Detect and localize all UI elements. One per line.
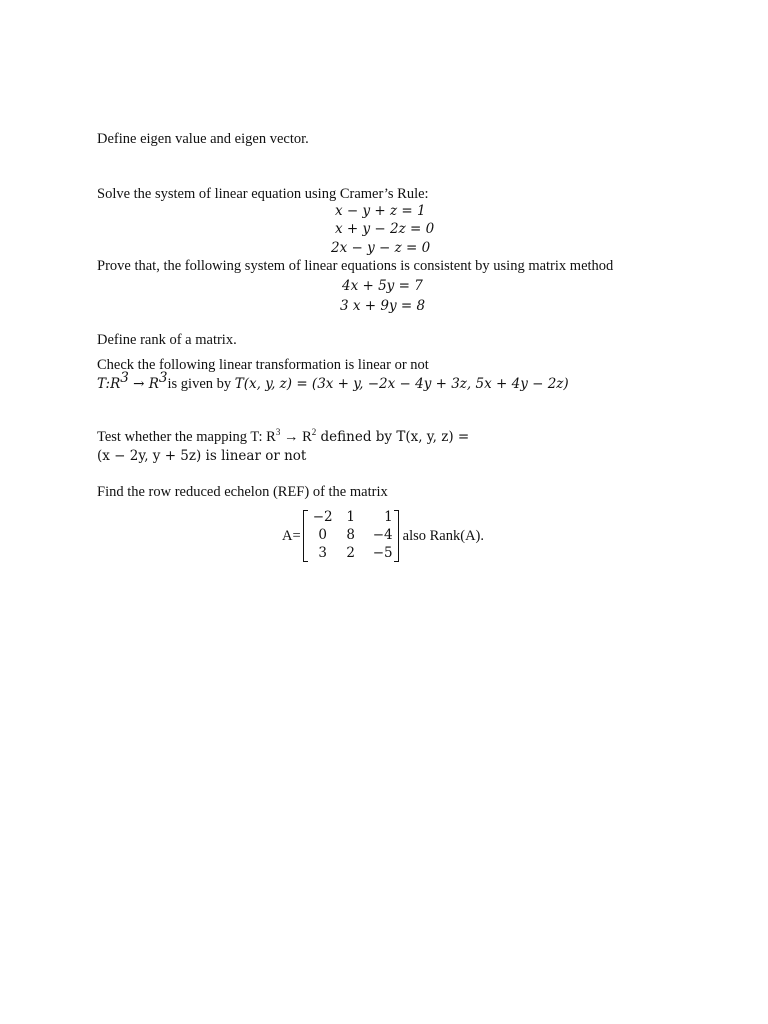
matrix-cell: 2 <box>346 545 355 561</box>
question-cramer: Solve the system of linear equation using Cramer’s Rule: <box>97 186 429 202</box>
consistency-equation-2: 3 x + 9y = 8 <box>340 298 426 314</box>
matrix-expression <box>282 509 484 563</box>
mapping-arrow: → R <box>280 429 312 445</box>
matrix-cell: 8 <box>346 527 355 543</box>
matrix-cell: −4 <box>372 527 393 543</box>
matrix-cell: 1 <box>384 509 393 525</box>
question-echelon: Find the row reduced echelon (REF) of the matrix <box>97 484 388 500</box>
cramer-equation-3: 2x − y − z = 0 <box>331 240 431 256</box>
matrix-cell: 0 <box>318 527 327 543</box>
map-arrow: → R <box>128 376 159 392</box>
question-mapping-line2: (x − 2y, y + 5z) is linear or not <box>97 448 307 464</box>
cramer-equation-2: x + y − 2z = 0 <box>335 221 435 237</box>
map-formula: T(x, y, z) = (3x + y, −2x − 4y + 3z, 5x + 4y − 2z) <box>234 376 569 392</box>
map-given-text: is given by <box>167 376 235 392</box>
matrix-cell: −2 <box>312 509 333 525</box>
mapping-text-a: Test whether the mapping T: R <box>97 429 276 445</box>
mapping-codomain-exponent: 2 <box>311 427 317 437</box>
matrix-label: A= <box>282 527 301 544</box>
question-eigen: Define eigen value and eigen vector. <box>97 131 309 147</box>
matrix-cell: −5 <box>372 545 393 561</box>
transformation-definition <box>97 370 569 393</box>
matrix-tail-text: also Rank(A). <box>402 527 484 544</box>
question-linear-check: Check the following linear transformation is linear or not <box>97 357 429 373</box>
question-rank: Define rank of a matrix. <box>97 332 237 348</box>
map-domain-exponent: 3 <box>120 370 129 386</box>
map-codomain-exponent: 3 <box>158 370 168 386</box>
matrix-cell: 3 <box>318 545 327 561</box>
matrix-a <box>303 509 399 563</box>
mapping-domain-exponent: 3 <box>275 427 281 437</box>
cramer-equation-1: x − y + z = 1 <box>335 203 426 219</box>
question-mapping-line1 <box>97 428 469 446</box>
question-consistency: Prove that, the following system of linear equations is consistent by using matrix method <box>97 258 614 274</box>
map-symbol: T:R <box>97 376 121 392</box>
mapping-text-c: defined by T(x, y, z) = <box>316 429 470 445</box>
matrix-cell: 1 <box>346 509 355 525</box>
consistency-equation-1: 4x + 5y = 7 <box>342 278 423 294</box>
